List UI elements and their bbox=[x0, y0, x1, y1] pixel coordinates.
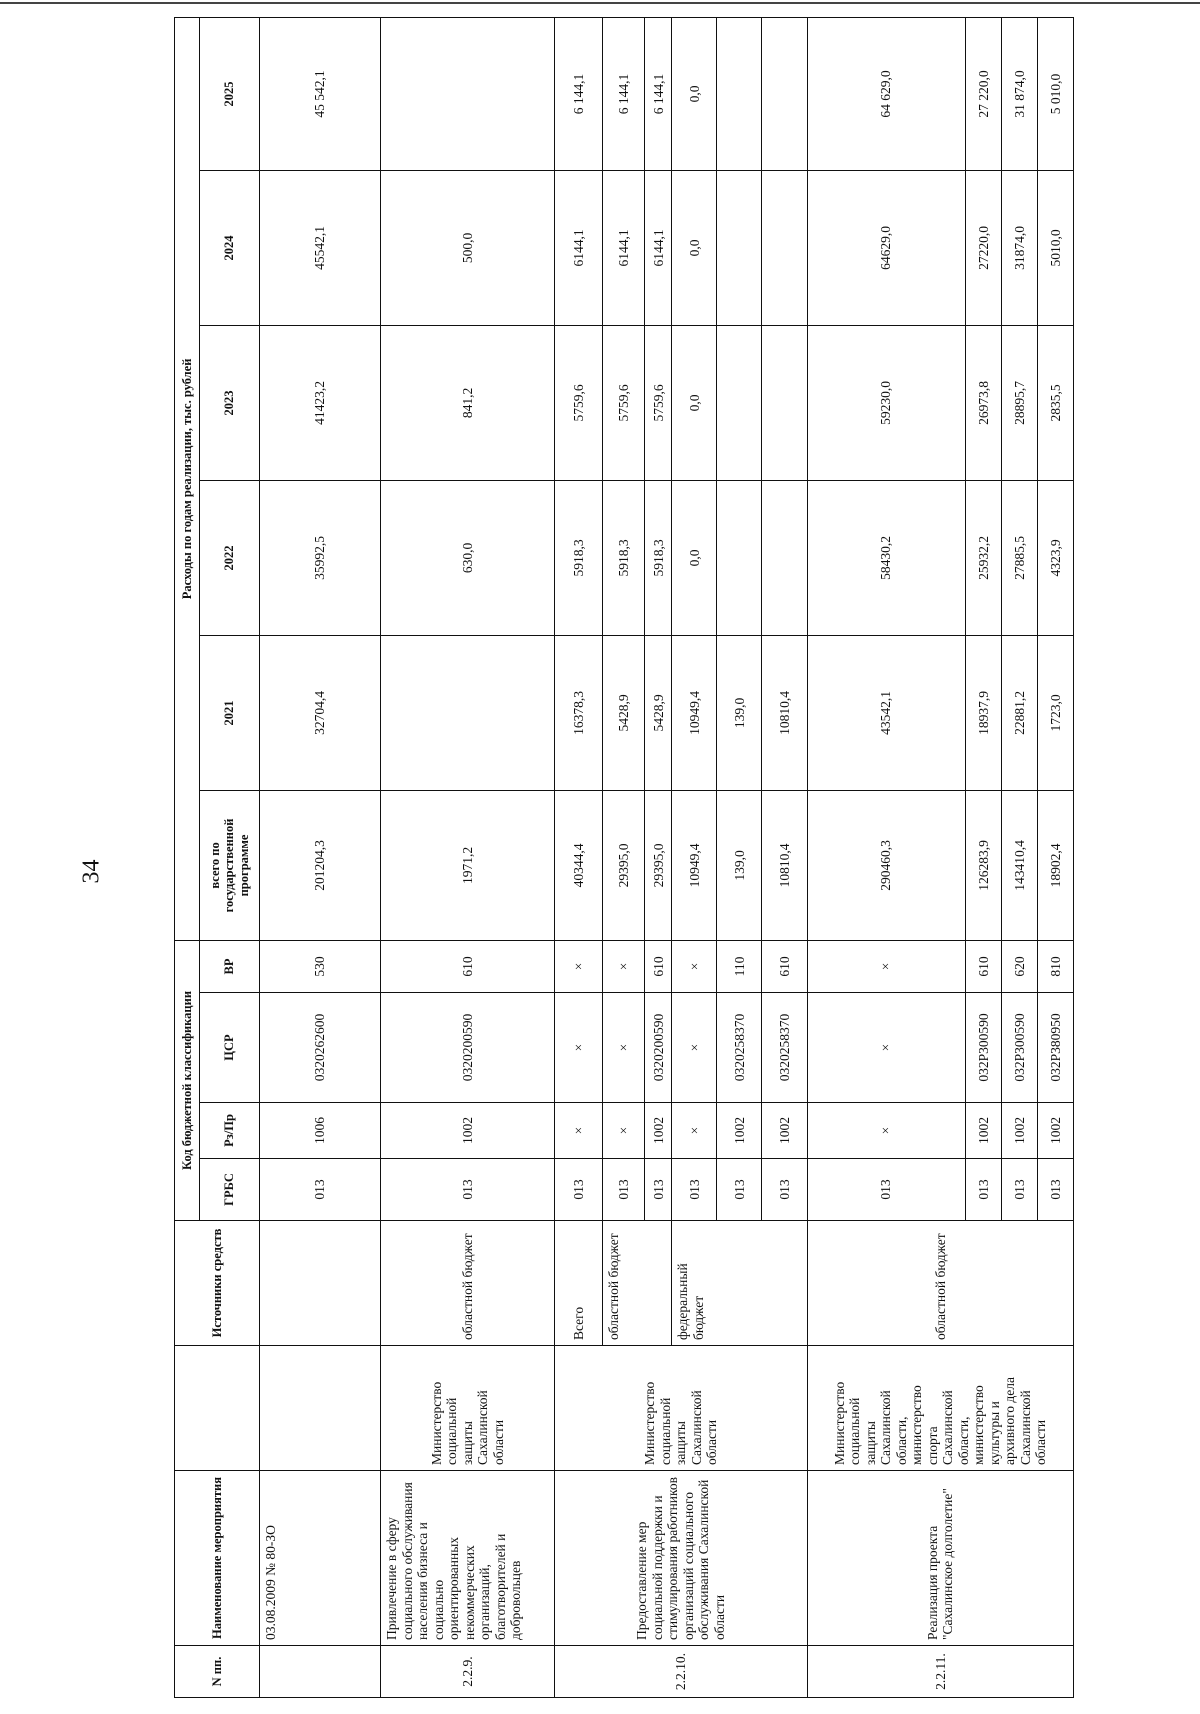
cell-2023: 0,0 bbox=[672, 325, 717, 480]
cell-2022 bbox=[717, 480, 762, 635]
cell-total: 1971,2 bbox=[381, 790, 555, 940]
cell-csr: × bbox=[555, 993, 603, 1103]
cell-rzpr: 1002 bbox=[645, 1103, 672, 1159]
cell-2025: 6 144,1 bbox=[602, 17, 645, 170]
cell-num: 2.2.11. bbox=[807, 1646, 1073, 1698]
cell-vr: 110 bbox=[717, 940, 762, 992]
cell-total: 290460,3 bbox=[807, 790, 965, 940]
cell-vr: 610 bbox=[762, 940, 807, 992]
cell-csr: 032P300590 bbox=[1001, 993, 1037, 1103]
cell-2025: 0,0 bbox=[672, 17, 717, 170]
cell-2022: 630,0 bbox=[381, 480, 555, 635]
cell-2024: 5010,0 bbox=[1037, 170, 1073, 325]
cell-csr: 032P300590 bbox=[965, 993, 1001, 1103]
cell-2025: 64 629,0 bbox=[807, 17, 965, 170]
cell-2022: 25932,2 bbox=[965, 480, 1001, 635]
cell-rzpr: 1002 bbox=[717, 1103, 762, 1159]
cell-csr: × bbox=[672, 993, 717, 1103]
header-source: Источники средств bbox=[175, 1221, 260, 1346]
cell-vr: 610 bbox=[381, 940, 555, 992]
cell-2022: 5918,3 bbox=[555, 480, 603, 635]
header-vr: ВР bbox=[200, 940, 260, 992]
page-number: 34 bbox=[78, 859, 105, 884]
header-2024: 2024 bbox=[200, 170, 260, 325]
cell-2024: 64629,0 bbox=[807, 170, 965, 325]
cell-2023: 28895,7 bbox=[1001, 325, 1037, 480]
cell-2021: 1723,0 bbox=[1037, 635, 1073, 790]
cell-2023: 5759,6 bbox=[555, 325, 603, 480]
cell-2025: 5 010,0 bbox=[1037, 17, 1073, 170]
cell-2022: 58430,2 bbox=[807, 480, 965, 635]
cell-2021: 5428,9 bbox=[645, 635, 672, 790]
cell-2023: 41423,2 bbox=[259, 325, 380, 480]
table-row bbox=[555, 17, 603, 1697]
cell-source: федеральный бюджет bbox=[672, 1221, 807, 1346]
cell-2022: 0,0 bbox=[672, 480, 717, 635]
cell-csr: 0320200590 bbox=[645, 993, 672, 1103]
cell-csr: 0320262600 bbox=[259, 993, 380, 1103]
cell-2023: 5759,6 bbox=[645, 325, 672, 480]
cell-vr: 620 bbox=[1001, 940, 1037, 992]
cell-source: Всего bbox=[555, 1221, 603, 1346]
cell-rzpr: 1002 bbox=[1001, 1103, 1037, 1159]
header-2021: 2021 bbox=[200, 635, 260, 790]
header-executor bbox=[175, 1346, 260, 1471]
header-total: всего по государственной программе bbox=[200, 790, 260, 940]
cell-source: областной бюджет bbox=[807, 1221, 1073, 1346]
header-2022: 2022 bbox=[200, 480, 260, 635]
cell-grbs: 013 bbox=[381, 1159, 555, 1221]
cell-grbs: 013 bbox=[645, 1159, 672, 1221]
cell-2024: 500,0 bbox=[381, 170, 555, 325]
cell-grbs: 013 bbox=[807, 1159, 965, 1221]
cell-name: Реализация проекта "Сахалинское долголетие" bbox=[807, 1471, 1073, 1646]
cell-2021: 10810,4 bbox=[762, 635, 807, 790]
cell-2023: 5759,6 bbox=[602, 325, 645, 480]
header-rzpr: Рз/Пр bbox=[200, 1103, 260, 1159]
cell-name: 03.08.2009 № 80-ЗО bbox=[259, 1471, 380, 1646]
cell-2021: 16378,3 bbox=[555, 635, 603, 790]
rotated-table-container bbox=[174, 18, 1074, 1698]
cell-2024 bbox=[762, 170, 807, 325]
cell-2021: 5428,9 bbox=[602, 635, 645, 790]
cell-source: областной бюджет bbox=[602, 1221, 671, 1346]
table-row bbox=[259, 17, 380, 1697]
cell-grbs: 013 bbox=[717, 1159, 762, 1221]
cell-2021: 32704,4 bbox=[259, 635, 380, 790]
cell-total: 18902,4 bbox=[1037, 790, 1073, 940]
cell-2021: 18937,9 bbox=[965, 635, 1001, 790]
cell-total: 126283,9 bbox=[965, 790, 1001, 940]
cell-2024: 6144,1 bbox=[555, 170, 603, 325]
header-2023: 2023 bbox=[200, 325, 260, 480]
cell-2024: 45542,1 bbox=[259, 170, 380, 325]
cell-total: 201204,3 bbox=[259, 790, 380, 940]
cell-rzpr: 1002 bbox=[762, 1103, 807, 1159]
cell-2025 bbox=[717, 17, 762, 170]
cell-2025: 6 144,1 bbox=[645, 17, 672, 170]
header-n: N пп. bbox=[175, 1646, 260, 1698]
cell-total: 40344,4 bbox=[555, 790, 603, 940]
cell-num bbox=[259, 1646, 380, 1698]
cell-executor: Министерство социальной защиты Сахалинской области bbox=[381, 1346, 555, 1471]
cell-2021: 10949,4 bbox=[672, 635, 717, 790]
header-code-group: Код бюджетной классификации bbox=[175, 940, 200, 1220]
cell-num: 2.2.9. bbox=[381, 1646, 555, 1698]
top-edge-line bbox=[0, 2, 1200, 4]
cell-csr: × bbox=[602, 993, 645, 1103]
cell-2023 bbox=[717, 325, 762, 480]
cell-total: 143410,4 bbox=[1001, 790, 1037, 940]
cell-name: Предоставление мер социальной поддержки и стимулирования работников организаций социального обслуживания Сахалинской области bbox=[555, 1471, 807, 1646]
cell-csr: 032P380950 bbox=[1037, 993, 1073, 1103]
cell-grbs: 013 bbox=[555, 1159, 603, 1221]
cell-2021 bbox=[381, 635, 555, 790]
cell-grbs: 013 bbox=[259, 1159, 380, 1221]
cell-2022: 27885,5 bbox=[1001, 480, 1037, 635]
header-grbs: ГРБС bbox=[200, 1159, 260, 1221]
cell-2021: 43542,1 bbox=[807, 635, 965, 790]
cell-2025: 27 220,0 bbox=[965, 17, 1001, 170]
cell-executor bbox=[259, 1346, 380, 1471]
cell-rzpr: × bbox=[672, 1103, 717, 1159]
budget-table bbox=[174, 17, 1074, 1698]
cell-name: Привлечение в сферу социального обслуживания населения бизнеса и социально ориентированных некоммерческих организаций, благотворителей и добровольцев bbox=[381, 1471, 555, 1646]
table-row bbox=[381, 17, 555, 1697]
cell-rzpr: × bbox=[555, 1103, 603, 1159]
cell-2024 bbox=[717, 170, 762, 325]
header-2025: 2025 bbox=[200, 17, 260, 170]
table-row bbox=[807, 17, 965, 1697]
cell-rzpr: × bbox=[602, 1103, 645, 1159]
cell-total: 10810,4 bbox=[762, 790, 807, 940]
cell-2022: 4323,9 bbox=[1037, 480, 1073, 635]
cell-source bbox=[259, 1221, 380, 1346]
cell-2023: 2835,5 bbox=[1037, 325, 1073, 480]
cell-2023: 59230,0 bbox=[807, 325, 965, 480]
cell-grbs: 013 bbox=[965, 1159, 1001, 1221]
cell-2024: 6144,1 bbox=[602, 170, 645, 325]
cell-2025: 31 874,0 bbox=[1001, 17, 1037, 170]
cell-total: 10949,4 bbox=[672, 790, 717, 940]
cell-vr: × bbox=[807, 940, 965, 992]
cell-csr: 0320200590 bbox=[381, 993, 555, 1103]
cell-2025 bbox=[381, 17, 555, 170]
cell-2021: 139,0 bbox=[717, 635, 762, 790]
cell-vr: × bbox=[672, 940, 717, 992]
cell-csr: 0320258370 bbox=[762, 993, 807, 1103]
cell-rzpr: × bbox=[807, 1103, 965, 1159]
cell-csr: × bbox=[807, 993, 965, 1103]
cell-csr: 0320258370 bbox=[717, 993, 762, 1103]
cell-2024: 31874,0 bbox=[1001, 170, 1037, 325]
cell-vr: × bbox=[602, 940, 645, 992]
cell-vr: 810 bbox=[1037, 940, 1073, 992]
cell-vr: 610 bbox=[965, 940, 1001, 992]
cell-executor: Министерство социальной защиты Сахалинской области bbox=[555, 1346, 807, 1471]
cell-total: 29395,0 bbox=[645, 790, 672, 940]
cell-source: областной бюджет bbox=[381, 1221, 555, 1346]
cell-2025: 6 144,1 bbox=[555, 17, 603, 170]
cell-grbs: 013 bbox=[602, 1159, 645, 1221]
cell-2024: 0,0 bbox=[672, 170, 717, 325]
cell-rzpr: 1002 bbox=[1037, 1103, 1073, 1159]
cell-2024: 27220,0 bbox=[965, 170, 1001, 325]
cell-2023: 841,2 bbox=[381, 325, 555, 480]
cell-executor: Министерство социальной защиты Сахалинской области, министерство спорта Сахалинской области, министерство культуры и архивного дела Сахалинской области bbox=[807, 1346, 1073, 1471]
header-name: Наименование мероприятия bbox=[175, 1471, 260, 1646]
cell-2025 bbox=[762, 17, 807, 170]
header-expenses-group: Расходы по годам реализации, тыс. рублей bbox=[175, 17, 200, 940]
cell-grbs: 013 bbox=[762, 1159, 807, 1221]
cell-vr: 530 bbox=[259, 940, 380, 992]
cell-2024: 6144,1 bbox=[645, 170, 672, 325]
cell-total: 139,0 bbox=[717, 790, 762, 940]
cell-vr: 610 bbox=[645, 940, 672, 992]
cell-2025: 45 542,1 bbox=[259, 17, 380, 170]
cell-total: 29395,0 bbox=[602, 790, 645, 940]
cell-grbs: 013 bbox=[672, 1159, 717, 1221]
cell-2023: 26973,8 bbox=[965, 325, 1001, 480]
cell-2022: 35992,5 bbox=[259, 480, 380, 635]
cell-rzpr: 1006 bbox=[259, 1103, 380, 1159]
cell-grbs: 013 bbox=[1001, 1159, 1037, 1221]
cell-rzpr: 1002 bbox=[965, 1103, 1001, 1159]
cell-2022: 5918,3 bbox=[645, 480, 672, 635]
cell-rzpr: 1002 bbox=[381, 1103, 555, 1159]
cell-2022 bbox=[762, 480, 807, 635]
cell-2022: 5918,3 bbox=[602, 480, 645, 635]
cell-2023 bbox=[762, 325, 807, 480]
cell-num: 2.2.10. bbox=[555, 1646, 807, 1698]
cell-grbs: 013 bbox=[1037, 1159, 1073, 1221]
cell-2021: 22881,2 bbox=[1001, 635, 1037, 790]
header-csr: ЦСР bbox=[200, 993, 260, 1103]
cell-vr: × bbox=[555, 940, 603, 992]
